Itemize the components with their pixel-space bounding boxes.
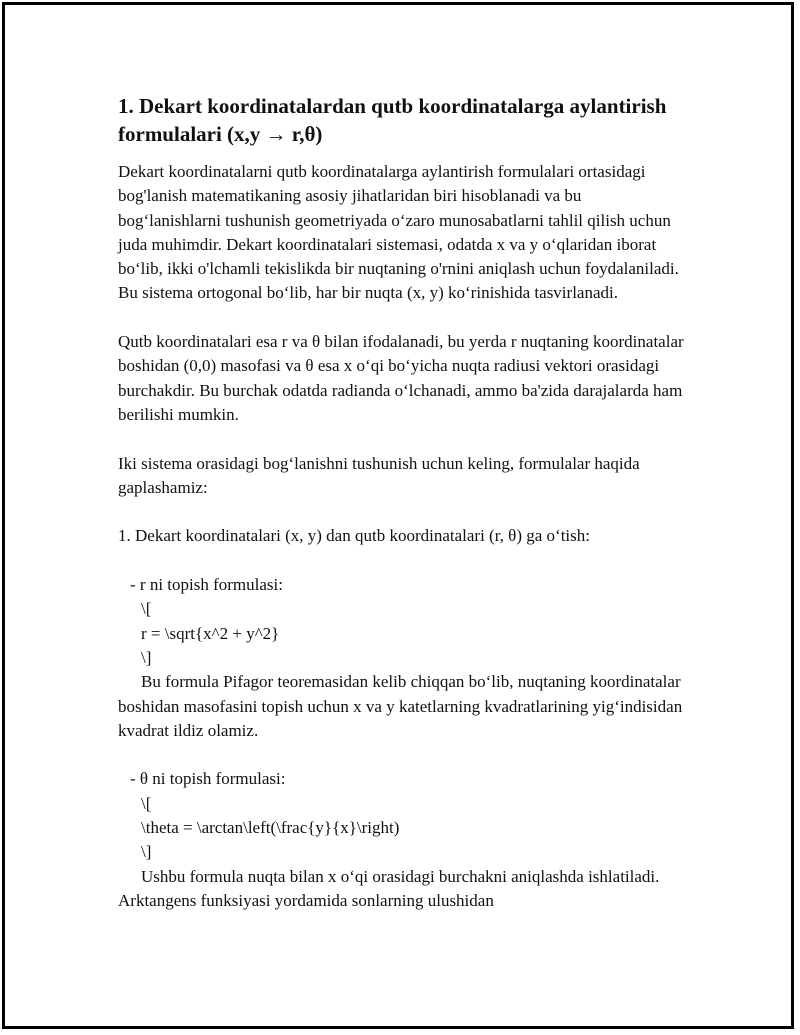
section-heading: 1. Dekart koordinatalardan qutb koordinatalarga aylantirish formulalari (x,y → r,θ) [118, 94, 667, 146]
theta-formula-open: \[ [141, 793, 152, 813]
r-formula-close: \] [141, 647, 152, 667]
r-formula-explanation: Bu formula Pifagor teoremasidan kelib chiqqan bo‘lib, nuqtaning koordinatalar boshidan masofasini topish uchun x va y katetlarning kvadratlarining yig‘indisidan kvadrat ildiz olamiz. [118, 672, 683, 740]
paragraph-intro: Dekart koordinatalarni qutb koordinatalarga aylantirish formulalari ortasidagi bog'lanish matematikaning asosiy jihatlaridan biri hisoblanadi va bu bog‘lanishlarni tushunish geometriyada o‘zaro munosabatlarni tahlil qilish uchun juda muhimdir. Dekart koordinatalari sistemasi, odatda x va y o‘qlaridan iborat bo‘lib, ikki o'lchamli tekislikda bir nuqtaning o'rnini aniqlash uchun foydalaniladi. Bu sistema ortogonal bo‘lib, har bir nuqta (x, y) ko‘rinishida tasvirlanadi. [118, 162, 679, 303]
theta-formula-title: - θ ni topish formulasi: [130, 769, 286, 789]
r-formula-expression: r = \sqrt{x^2 + y^2} [141, 623, 280, 643]
paragraph-polar: Qutb koordinatalari esa r va θ bilan ifodalanadi, bu yerda r nuqtaning koordinatalar boshidan (0,0) masofasi va θ esa x o‘qi bo‘yicha nuqta radiusi vektori orasidagi burchakdir. Bu burchak odatda radianda o‘lchanadi, ammo ba'zida darajalarda ham berilishi mumkin. [118, 332, 684, 424]
document-body [118, 92, 688, 913]
r-formula-open: \[ [141, 599, 152, 619]
r-formula-title: - r ni topish formulasi: [130, 575, 283, 595]
theta-formula-explanation: Ushbu formula nuqta bilan x o‘qi orasidagi burchakni aniqlashda ishlatiladi. Arktangens funksiyasi yordamida sonlarning ulushidan [118, 866, 660, 910]
theta-formula-close: \] [141, 842, 152, 862]
paragraph-list-item: 1. Dekart koordinatalari (x, y) dan qutb koordinatalari (r, θ) ga o‘tish: [118, 526, 590, 546]
r-formula-section [118, 573, 688, 743]
theta-formula-expression: \theta = \arctan\left(\frac{y}{x}\right) [141, 818, 400, 838]
paragraph-transition: Iki sistema orasidagi bog‘lanishni tushunish uchun keling, formulalar haqida gaplashamiz: [118, 453, 640, 497]
theta-formula-section [118, 767, 688, 913]
